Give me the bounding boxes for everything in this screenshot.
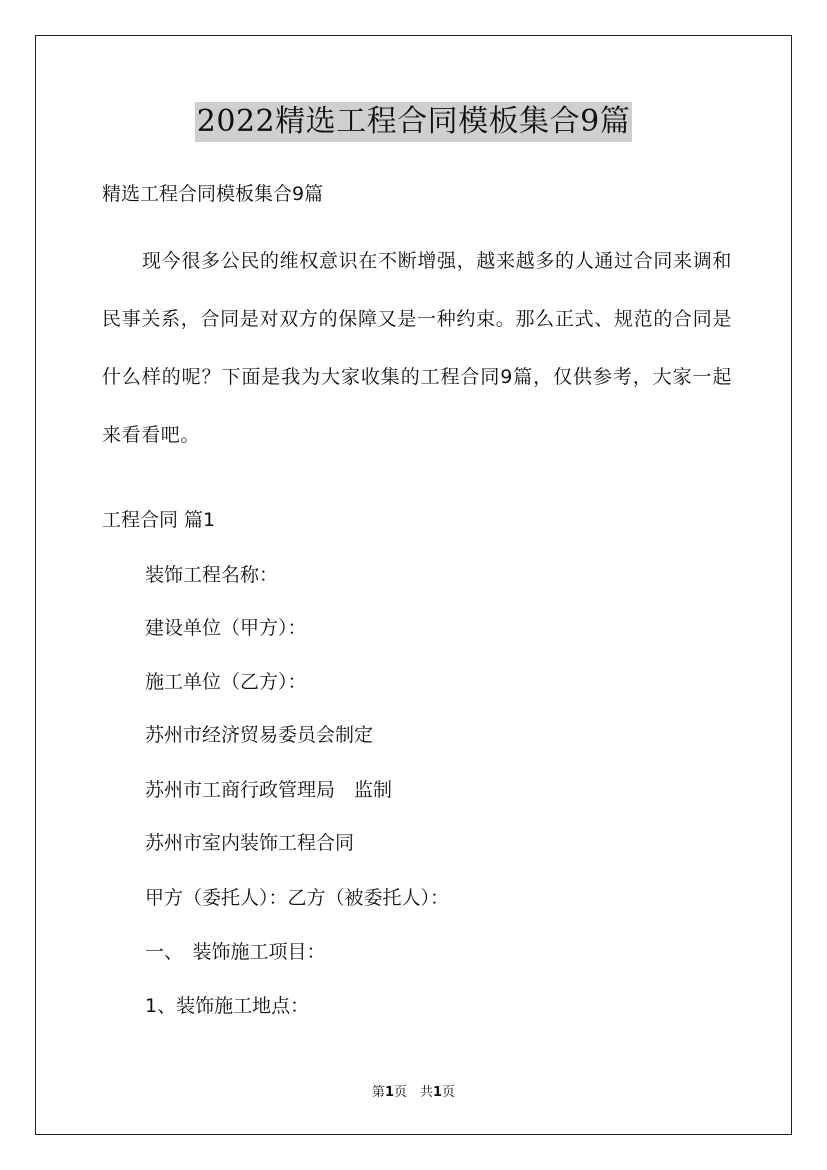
body-line: 施工单位（乙方）： — [145, 671, 307, 693]
body-line: 苏州市室内装饰工程合同 — [145, 832, 355, 854]
document-subtitle: 精选工程合同模板集合9篇 — [102, 183, 324, 205]
section-heading: 工程合同 篇1 — [102, 509, 216, 531]
body-line: 甲方（委托人）：乙方（被委托人）： — [145, 887, 450, 909]
footer-prefix: 第 — [371, 1085, 385, 1100]
body-line: 装饰工程名称： — [145, 564, 279, 586]
footer-total-pages: 1 — [433, 1085, 443, 1100]
footer-middle: 页 共 — [393, 1085, 433, 1100]
body-line: 建设单位（甲方）： — [145, 617, 307, 639]
body-line: 苏州市经济贸易委员会制定 — [145, 724, 374, 746]
body-line: 一、 装饰施工项目： — [145, 941, 326, 963]
footer-page-number: 1 — [384, 1085, 394, 1100]
page-footer — [0, 1085, 827, 1101]
title-container — [0, 102, 827, 142]
intro-paragraph: 现今很多公民的维权意识在不断增强，越来越多的人通过合同来调和民事关系，合同是对双方的保障又是一种约束。那么正式、规范的合同是什么样的呢？下面是我为大家收集的工程合同9篇，仅供参考，大家一起来看看吧。 — [102, 250, 732, 446]
body-line: 1、装饰施工地点： — [145, 995, 310, 1017]
footer-suffix: 页 — [442, 1085, 456, 1100]
document-title: 2022精选工程合同模板集合9篇 — [195, 102, 632, 142]
body-line: 苏州市工商行政管理局 监制 — [145, 779, 393, 801]
